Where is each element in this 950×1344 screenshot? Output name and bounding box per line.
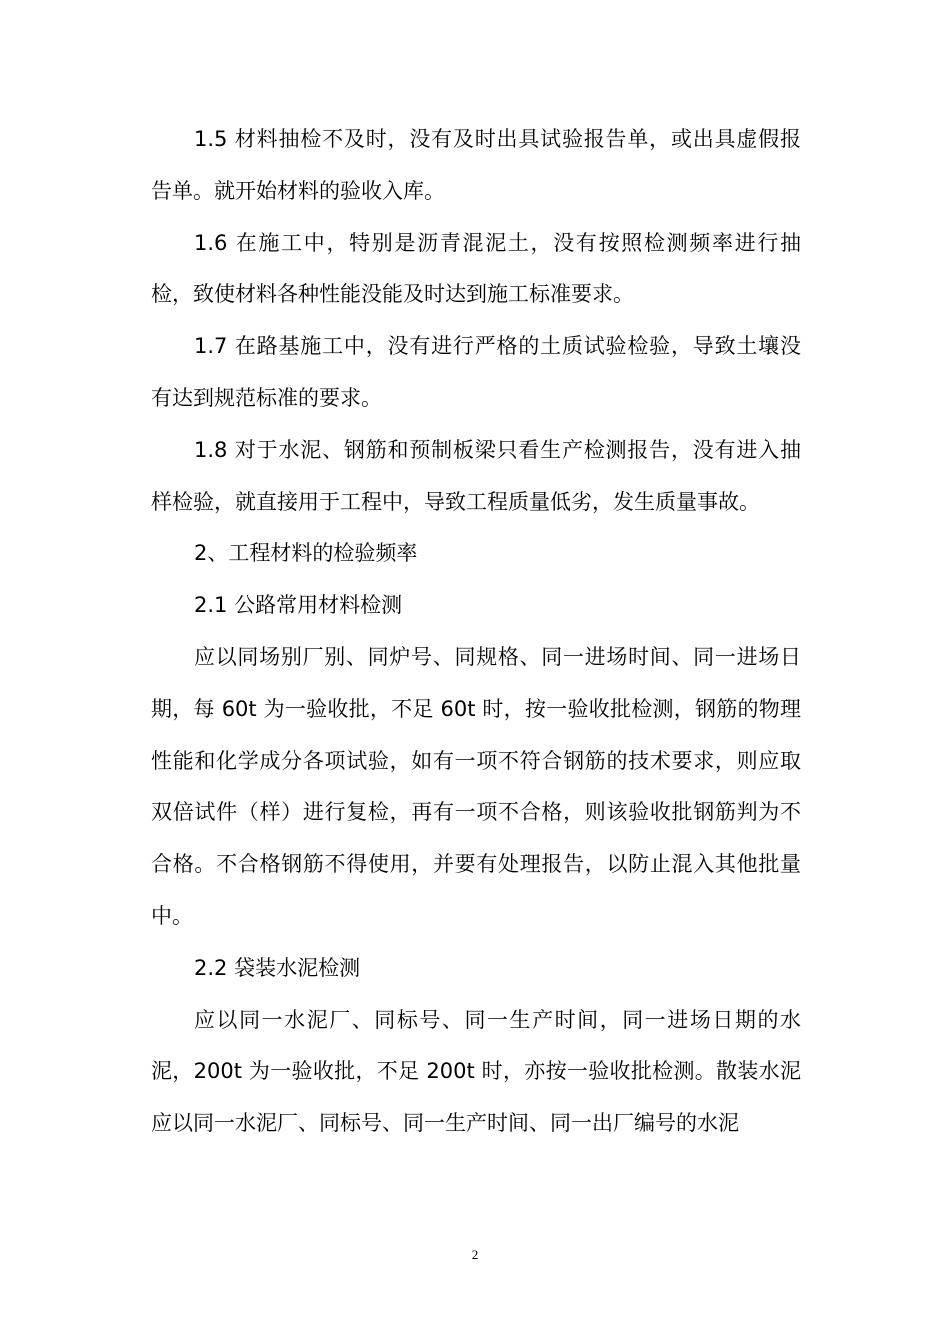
paragraph-1-6: 1.6 在施工中，特别是沥青混泥土，没有按照检测频率进行抽检，致使材料各种性能没能及时达到施工标准要求。 <box>151 230 801 307</box>
section-heading-2: 2、工程材料的检验频率 <box>194 541 418 566</box>
paragraph-1-5: 1.5 材料抽检不及时，没有及时出具试验报告单，或出具虚假报告单。就开始材料的验收入库。 <box>151 127 801 203</box>
paragraph-cement-testing: 应以同一水泥厂、同标号、同一生产时间，同一进场日期的水泥，200t 为一验收批，不足 200t 时，亦按一验收批检测。散装水泥应以同一水泥厂、同标号、同一生产时间、同一出厂编号的水泥 <box>151 1007 801 1136</box>
paragraph-steel-testing: 应以同场别厂别、同炉号、同规格、同一进场时间、同一进场日期，每 60t 为一验收批，不足 60t 时，按一验收批检测，钢筋的物理性能和化学成分各项试验，如有一项不符合钢筋的技术要求，则应取双倍试件（样）进行复检，再有一项不合格，则该验收批钢筋判为不合格。不合格钢筋不得使用，并要有处理报告，以防止混入其他批量中。 <box>151 644 801 928</box>
paragraph-1-7: 1.7 在路基施工中，没有进行严格的土质试验检验，导致土壤没有达到规范标准的要求。 <box>151 334 801 410</box>
page-number: 2 <box>471 1247 479 1262</box>
subsection-heading-2-1: 2.1 公路常用材料检测 <box>194 593 403 618</box>
paragraph-1-8: 1.8 对于水泥、钢筋和预制板梁只看生产检测报告，没有进入抽样检验，就直接用于工程中，导致工程质量低劣，发生质量事故。 <box>151 437 801 514</box>
subsection-heading-2-2: 2.2 袋装水泥检测 <box>194 955 361 980</box>
document-body <box>151 114 801 1150</box>
